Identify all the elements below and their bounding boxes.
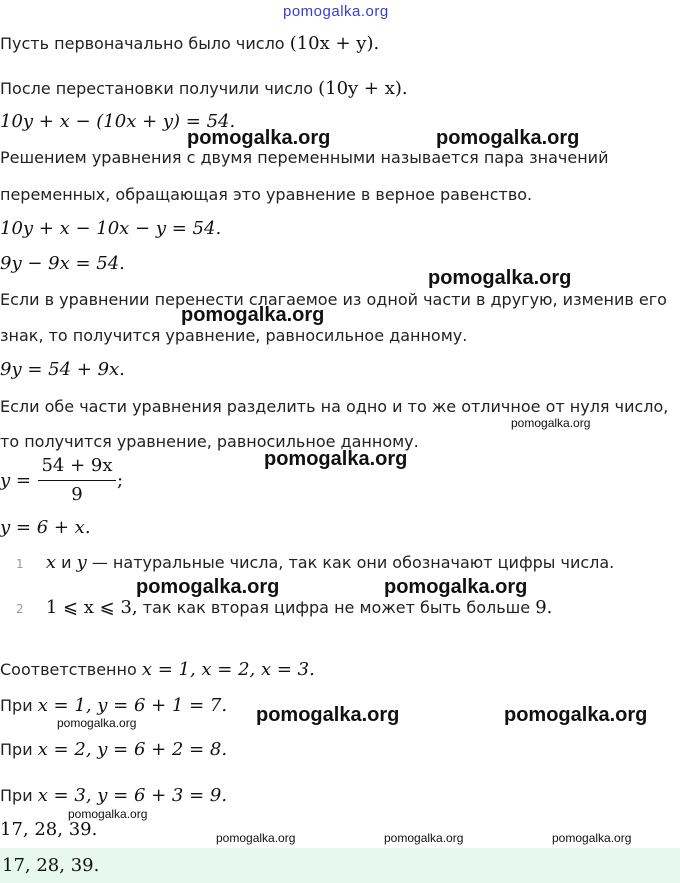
- watermark: pomogalka.org: [436, 127, 580, 149]
- list-math: x: [45, 552, 56, 573]
- equation-3: 9y − 9x = 54.: [0, 253, 125, 274]
- answer-box: [0, 848, 680, 883]
- watermark: pomogalka.org: [68, 807, 148, 821]
- conclusion-line-2: [0, 695, 227, 716]
- fraction-denominator: 9: [71, 484, 83, 505]
- conclusion-math-2: x = 1, y = 6 + 1 = 7.: [37, 695, 228, 716]
- watermark: pomogalka.org: [384, 831, 464, 845]
- fraction-bar: [38, 480, 116, 481]
- result-line: 17, 28, 39.: [0, 819, 98, 840]
- watermark-top: pomogalka.org: [283, 3, 389, 20]
- watermark: pomogalka.org: [384, 576, 528, 598]
- watermark: pomogalka.org: [216, 831, 296, 845]
- answer-value: 17, 28, 39.: [2, 855, 100, 876]
- list-text-mid: и: [61, 553, 72, 572]
- conclusion-text-2: При: [0, 696, 33, 715]
- list-math: 1 ⩽ x ⩽ 3,: [45, 597, 138, 618]
- fraction-end: ;: [117, 470, 124, 491]
- conclusion-line-4: [0, 785, 227, 806]
- watermark: pomogalka.org: [264, 448, 408, 470]
- conclusion-line-1: [0, 659, 315, 680]
- watermark: pomogalka.org: [552, 831, 632, 845]
- equation-5: y = 6 + x.: [0, 517, 91, 538]
- equation-1: 10y + x − (10x + y) = 54.: [0, 111, 236, 132]
- fraction-lhs: y =: [0, 470, 31, 491]
- rule-1-line-2: знак, то получится уравнение, равносильное данному.: [0, 326, 468, 345]
- list-item: [16, 597, 552, 618]
- rule-2-line-2: то получится уравнение, равносильное данному.: [0, 432, 419, 451]
- list-number: 2: [16, 602, 24, 616]
- rule-2-line-1: Если обе части уравнения разделить на одно и то же отличное от нуля число,: [0, 397, 669, 416]
- conclusion-line-3: [0, 739, 227, 760]
- conclusion-math-4: x = 3, y = 6 + 3 = 9.: [37, 785, 228, 806]
- conclusion-text-3: При: [0, 740, 33, 759]
- conclusion-text-4: При: [0, 786, 33, 805]
- conclusion-math-3: x = 2, y = 6 + 2 = 8.: [37, 739, 228, 760]
- rule-1-line-1: Если в уравнении перенести слагаемое из одной части в другую, изменив его: [0, 290, 667, 309]
- watermark: pomogalka.org: [136, 576, 280, 598]
- list-number: 1: [16, 557, 24, 571]
- list-item: [16, 552, 614, 573]
- intro-math-2: (10y + x).: [318, 78, 408, 99]
- intro-math-1: (10x + y).: [289, 33, 380, 54]
- watermark: pomogalka.org: [256, 704, 400, 726]
- list-text: так как вторая цифра не может быть больше: [142, 598, 531, 617]
- watermark: pomogalka.org: [428, 267, 572, 289]
- intro-line-2: [0, 78, 408, 99]
- list-math-2: 9.: [535, 597, 553, 618]
- definition-line-1: Решением уравнения с двумя переменными называется пара значений: [0, 148, 609, 167]
- fraction-numerator: 54 + 9x: [41, 455, 113, 476]
- fraction: [38, 455, 116, 511]
- equation-4: 9y = 54 + 9x.: [0, 359, 125, 380]
- watermark: pomogalka.org: [187, 127, 331, 149]
- intro-line-1: [0, 33, 379, 54]
- watermark: pomogalka.org: [504, 704, 648, 726]
- list-text: — натуральные числа, так как они обозначают цифры числа.: [91, 553, 615, 572]
- watermark: pomogalka.org: [511, 416, 591, 430]
- equation-2: 10y + x − 10x − y = 54.: [0, 218, 222, 239]
- conclusion-math-1: x = 1, x = 2, x = 3.: [141, 659, 315, 680]
- intro-text-1: Пусть первоначально было число: [0, 34, 285, 53]
- intro-text-2: После перестановки получили число: [0, 79, 313, 98]
- watermark: pomogalka.org: [181, 304, 325, 326]
- watermark: pomogalka.org: [57, 716, 137, 730]
- definition-line-2: переменных, обращающая это уравнение в верное равенство.: [0, 185, 533, 204]
- conclusion-text-1: Соответственно: [0, 660, 137, 679]
- list-math-2: y: [76, 552, 87, 573]
